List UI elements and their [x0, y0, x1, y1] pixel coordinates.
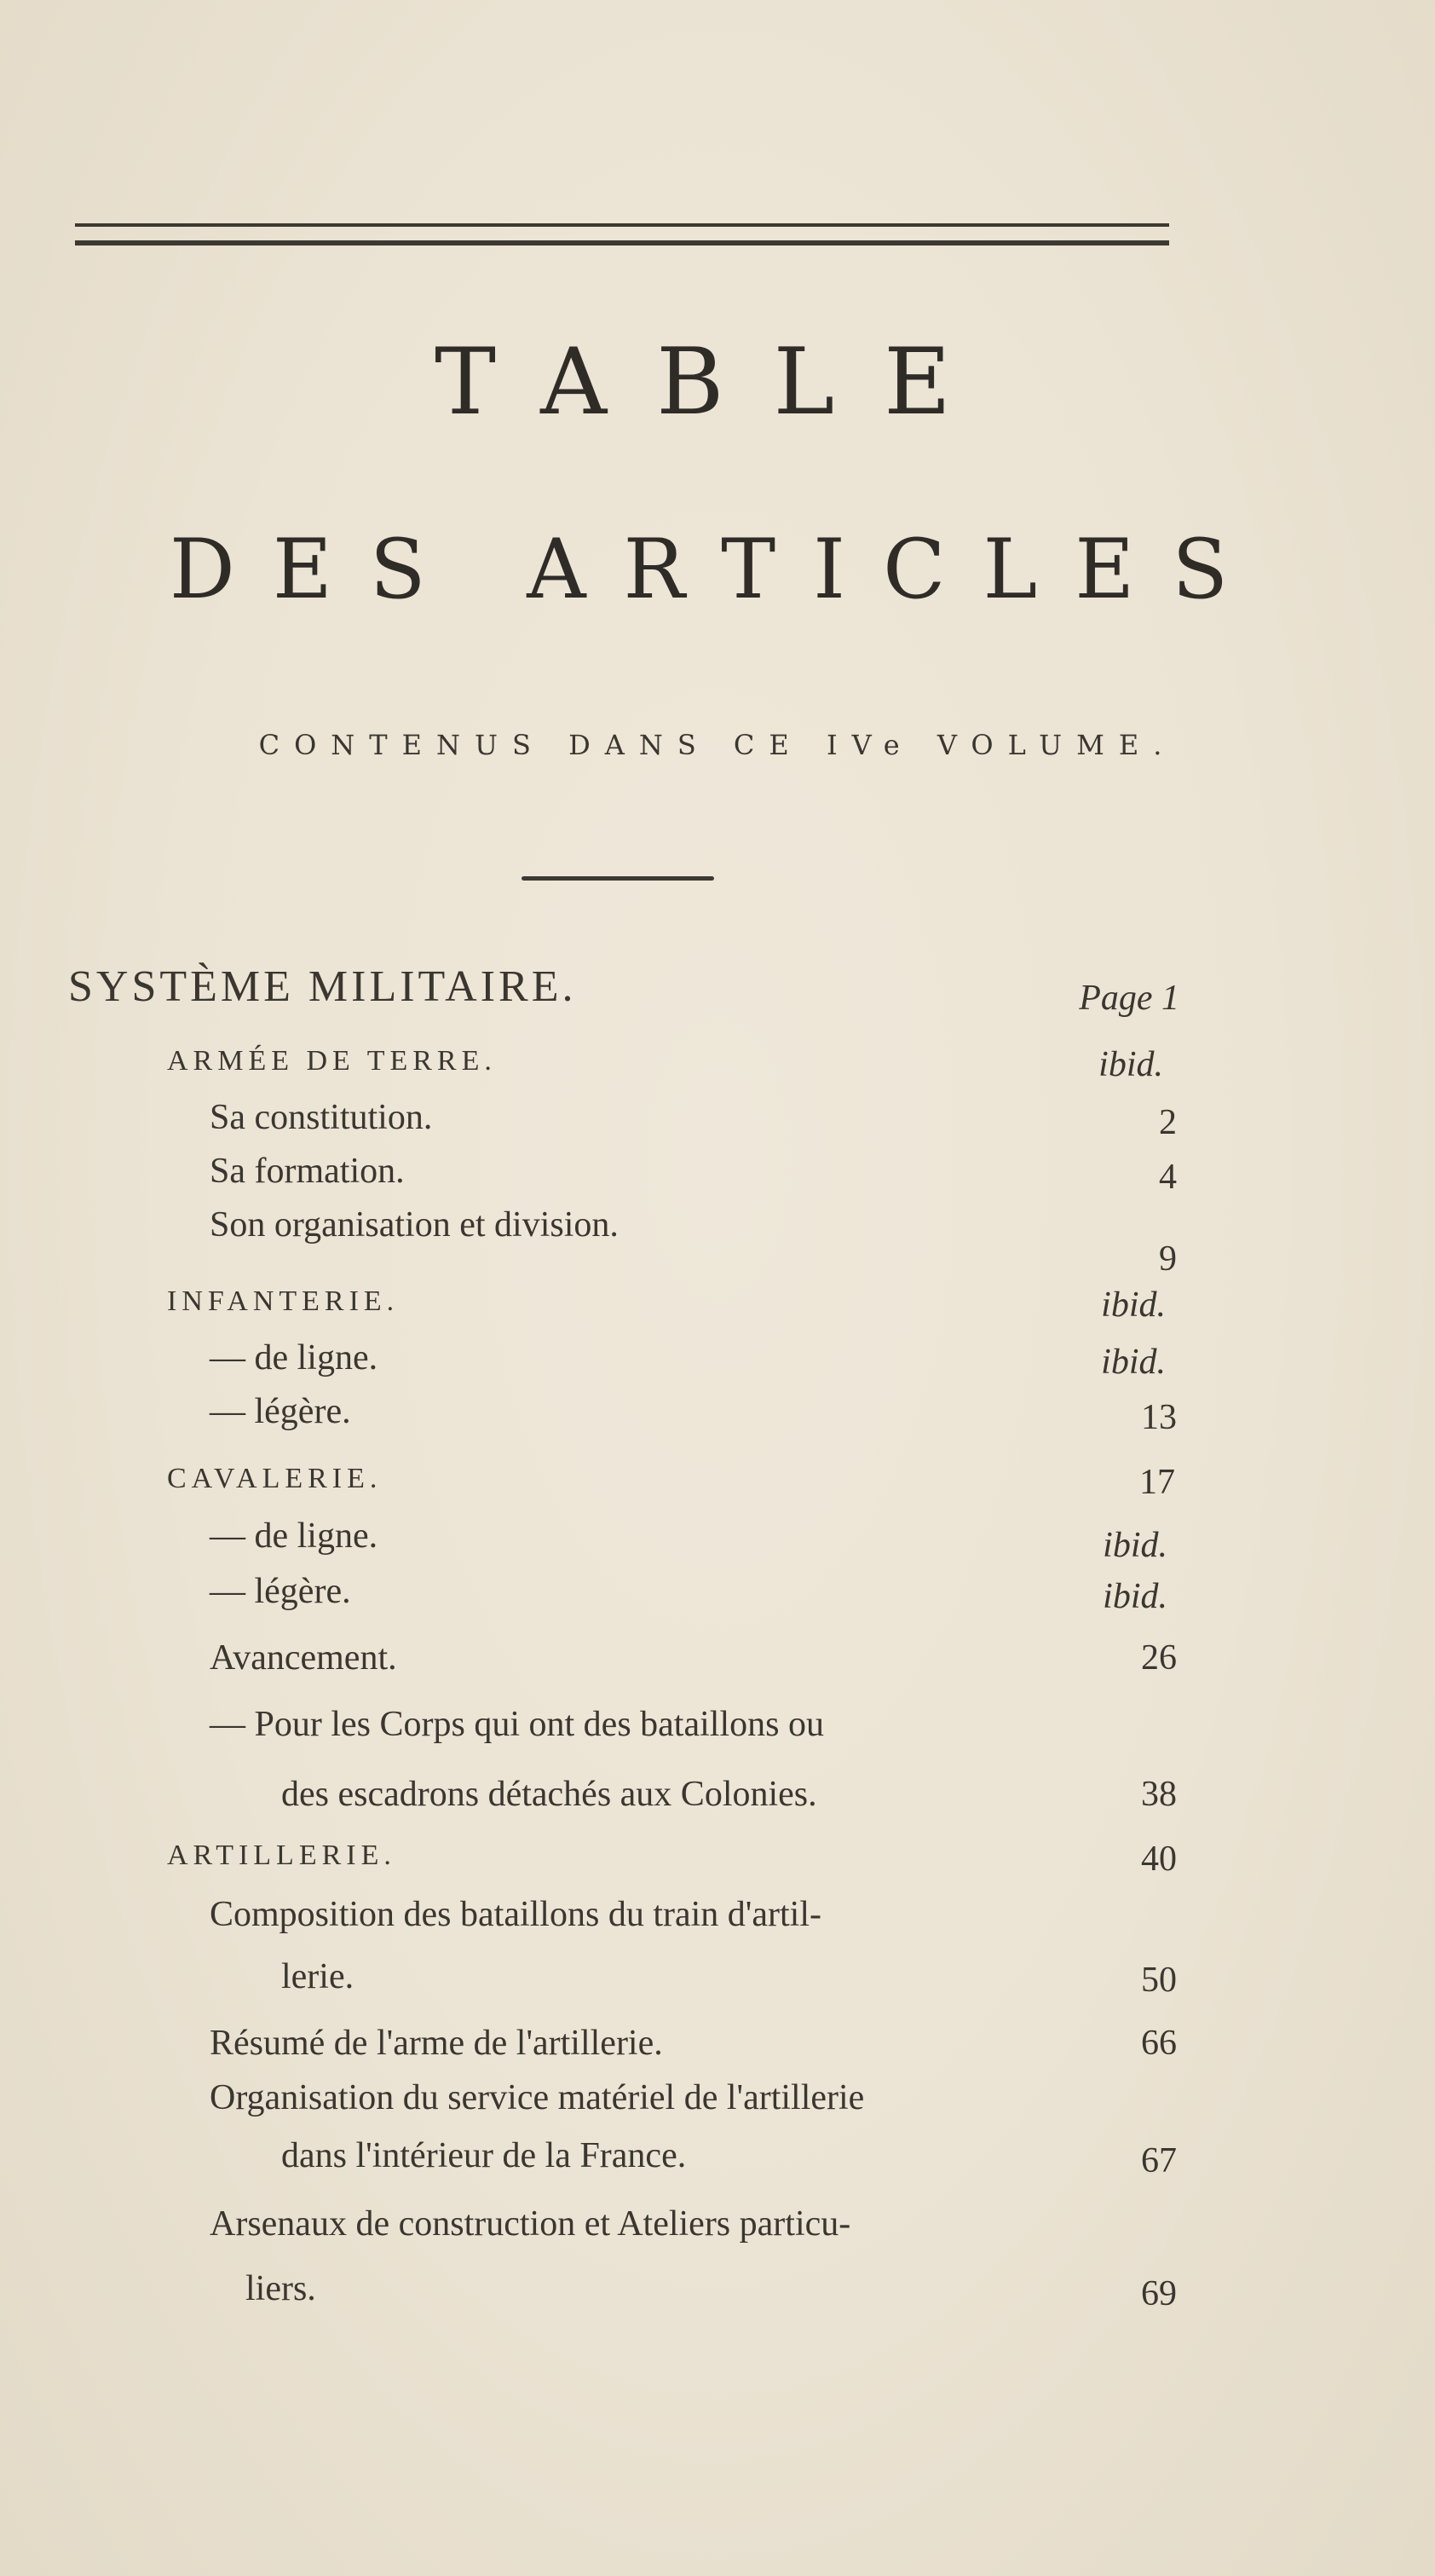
toc-entry-label: ARMÉE DE TERRE.	[167, 1045, 497, 1077]
toc-entry-label: Composition des bataillons du train d'artil-	[210, 1895, 821, 1934]
toc-entry-label: Résumé de l'arme de l'artillerie.	[210, 2024, 663, 2063]
toc-entry-label: — de ligne.	[210, 1516, 378, 1556]
toc-entry-label: — de ligne.	[210, 1338, 378, 1378]
toc-entry-page: 69	[1141, 2274, 1177, 2313]
toc-entry-label: — légère.	[210, 1392, 351, 1431]
toc-entry-label: Sa formation.	[210, 1152, 405, 1191]
toc-entry-page: 50	[1141, 1961, 1177, 2000]
toc-entry-page: ibid.	[1101, 1285, 1166, 1325]
toc-entry-label: — légère.	[210, 1572, 351, 1611]
page-subtitle: DES ARTICLES	[169, 522, 1266, 617]
toc-entry-label: Organisation du service matériel de l'artillerie	[210, 2078, 865, 2117]
page-title: TABLE	[434, 329, 1001, 436]
toc-entry-page: 38	[1141, 1775, 1177, 1814]
toc-entry-page: ibid.	[1103, 1577, 1167, 1616]
toc-entry-label: CAVALERIE.	[167, 1463, 383, 1494]
toc-entry-page: ibid.	[1101, 1343, 1166, 1382]
toc-entry-label: Arsenaux de construction et Ateliers particu-	[210, 2204, 851, 2244]
toc-entry-label: des escadrons détachés aux Colonies.	[281, 1775, 817, 1814]
toc-entry-page: 26	[1141, 1638, 1177, 1678]
toc-entry-page: 40	[1141, 1840, 1177, 1879]
toc-entry-label: lerie.	[281, 1957, 354, 1996]
toc-entry-page: 67	[1141, 2141, 1177, 2180]
toc-entry-page: 9	[1159, 1239, 1177, 1279]
toc-entry-label: dans l'intérieur de la France.	[281, 2136, 687, 2175]
toc-entry-page: ibid.	[1098, 1045, 1163, 1084]
toc-entry-page: 66	[1141, 2024, 1177, 2063]
toc-entry-label: SYSTÈME MILITAIRE.	[68, 962, 577, 1011]
toc-entry-page: ibid.	[1103, 1526, 1167, 1565]
toc-entry-label: Son organisation et division.	[210, 1205, 619, 1245]
toc-entry-label: INFANTERIE.	[167, 1285, 400, 1317]
volume-line: CONTENUS DANS CE IVe VOLUME.	[258, 729, 1177, 761]
toc-entry-label: Avancement.	[210, 1638, 397, 1678]
toc-entry-label: Sa constitution.	[210, 1098, 433, 1137]
toc-entry-page: 17	[1139, 1463, 1175, 1502]
toc-entry-page: Page 1	[1079, 979, 1179, 1018]
toc-entry-page: 2	[1159, 1103, 1177, 1142]
toc-entry-label: liers.	[245, 2269, 316, 2308]
toc-entry-label: ARTILLERIE.	[167, 1840, 396, 1871]
toc-entry-page: 4	[1159, 1158, 1177, 1197]
toc-entry-page: 13	[1141, 1398, 1177, 1437]
toc-entry-label: — Pour les Corps qui ont des bataillons ou	[210, 1705, 824, 1744]
